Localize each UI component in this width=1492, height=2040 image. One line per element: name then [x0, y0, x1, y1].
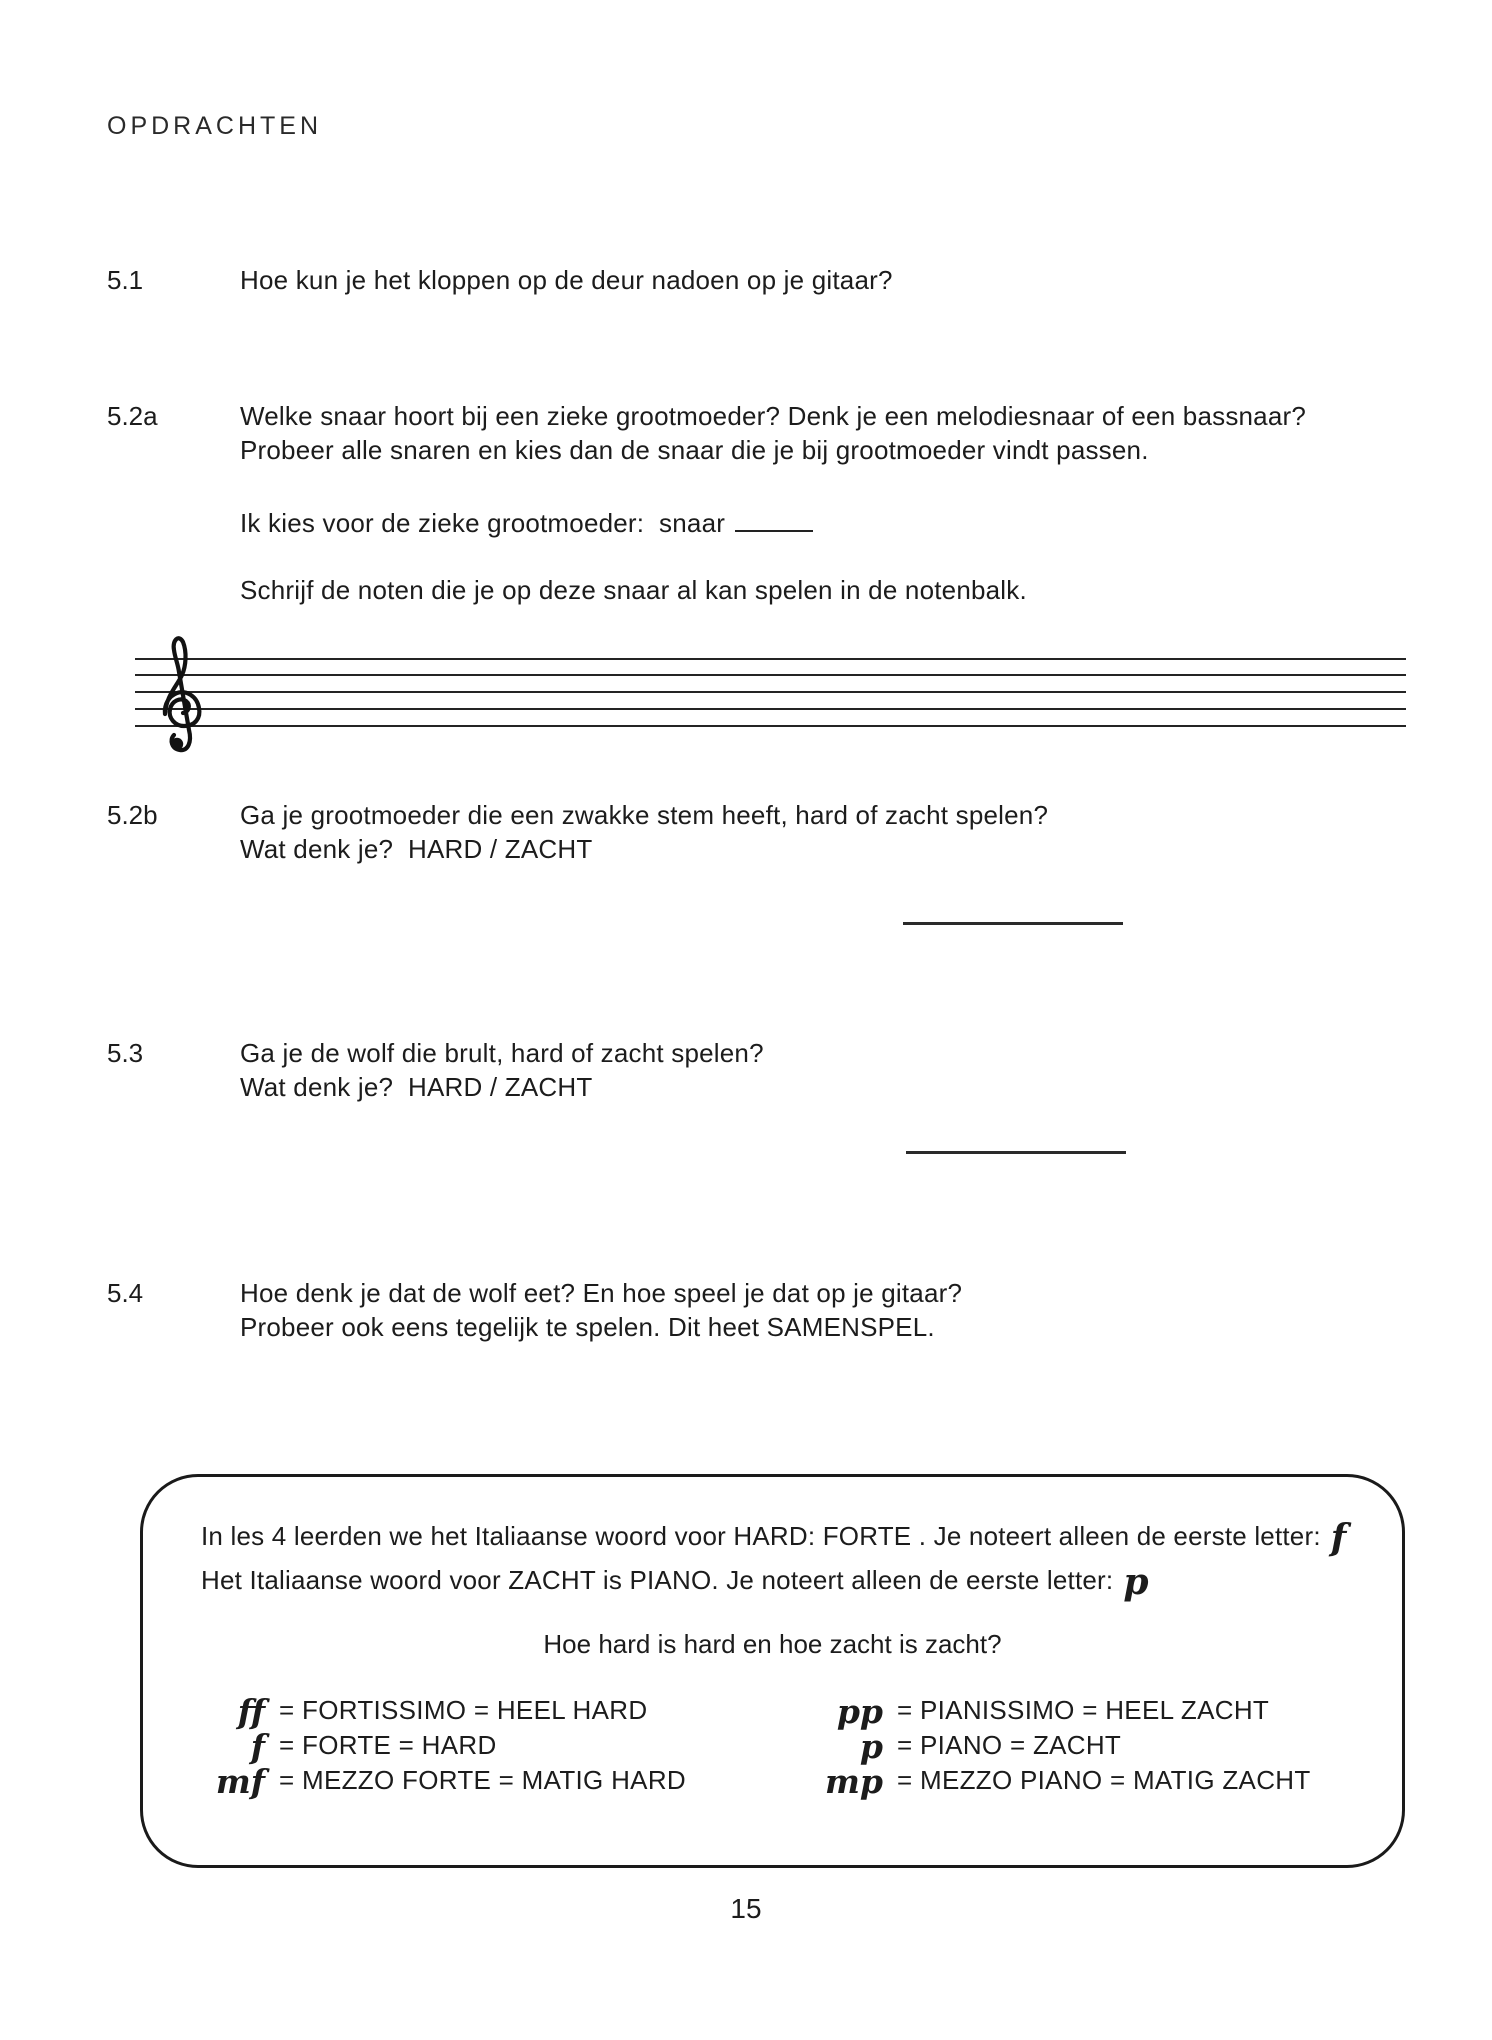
question-line: Welke snaar hoort bij een zieke grootmoeder? Denk je een melodiesnaar of een bassnaar? [240, 401, 1307, 431]
question-number: 5.4 [107, 1278, 144, 1308]
dynamic-definition: = MEZZO PIANO = MATIG ZACHT [897, 1765, 1311, 1795]
question-text [240, 1276, 962, 1344]
question-line: Hoe kun je het kloppen op de deur nadoen op je gitaar? [240, 265, 893, 295]
page-number: 15 [730, 1893, 762, 1924]
answer-line [903, 908, 1123, 925]
info-intro-text: In les 4 leerden we het Italiaanse woord voor HARD: FORTE . Je noteert alleen de eerste letter: [201, 1521, 1321, 1551]
dynamics-entry-pp [763, 1692, 1269, 1731]
info-question: Hoe hard is hard en hoe zacht is zacht? [543, 1629, 1002, 1659]
question-number: 5.2b [107, 800, 158, 830]
info-intro-line [201, 1517, 1346, 1559]
music-staff [135, 630, 1406, 756]
staff-line [135, 708, 1406, 710]
question-number: 5.1 [107, 265, 144, 295]
staff-line [135, 725, 1406, 727]
question-line: Ga je de wolf die brult, hard of zacht spelen? [240, 1038, 764, 1068]
dynamic-definition: = FORTISSIMO = HEEL HARD [279, 1695, 648, 1725]
dynamic-definition: = PIANISSIMO = HEEL ZACHT [897, 1695, 1270, 1725]
dynamic-symbol-pp: pp [836, 1692, 883, 1731]
dynamic-symbol-ff: ff [237, 1692, 265, 1731]
answer-line [906, 1137, 1126, 1154]
info-intro-line [201, 1561, 1149, 1603]
question-line: Probeer alle snaren en kies dan de snaar die je bij grootmoeder vindt passen. [240, 435, 1149, 465]
staff-line [135, 691, 1406, 693]
dynamic-symbol-f: f [250, 1727, 265, 1766]
dynamics-entry-mf [153, 1762, 686, 1801]
dynamic-definition: = FORTE = HARD [279, 1730, 497, 1760]
treble-clef-icon [153, 630, 207, 756]
prompt-label: Ik kies voor de zieke grootmoeder: snaar [240, 508, 726, 538]
question-text [240, 1036, 764, 1104]
question-line: Wat denk je? HARD / ZACHT [240, 834, 593, 864]
page-title: OPDRACHTEN [107, 112, 323, 140]
question-text [240, 798, 1048, 866]
prompt-text [240, 506, 813, 540]
dynamics-entry-f [153, 1727, 497, 1766]
dynamic-symbol-mp: mp [825, 1762, 883, 1801]
staff-line [135, 674, 1406, 676]
question-line: Hoe denk je dat de wolf eet? En hoe speel je dat op je gitaar? [240, 1278, 963, 1308]
question-text [240, 399, 1306, 467]
staff-line [135, 658, 1406, 660]
dynamic-symbol-f: f [1330, 1517, 1347, 1559]
dynamics-entry-p [763, 1727, 1121, 1766]
dynamics-entry-ff [153, 1692, 647, 1731]
question-line: Wat denk je? HARD / ZACHT [240, 1072, 593, 1102]
dynamic-definition: = MEZZO FORTE = MATIG HARD [279, 1765, 686, 1795]
info-intro-text: Het Italiaanse woord voor ZACHT is PIANO. Je noteert alleen de eerste letter: [201, 1565, 1114, 1595]
dynamic-symbol-p: p [859, 1727, 883, 1766]
dynamic-symbol-mf: mf [215, 1762, 265, 1801]
dynamics-info-box [140, 1474, 1405, 1868]
question-number: 5.2a [107, 401, 158, 431]
prompt-text [240, 573, 1027, 607]
question-text [240, 263, 893, 297]
question-line: Probeer ook eens tegelijk te spelen. Dit heet SAMENSPEL. [240, 1312, 935, 1342]
dynamic-definition: = PIANO = ZACHT [897, 1730, 1122, 1760]
prompt-line [240, 506, 813, 540]
dynamic-symbol-p: p [1123, 1561, 1149, 1603]
question-number: 5.3 [107, 1038, 144, 1068]
question-line: Ga je grootmoeder die een zwakke stem heeft, hard of zacht spelen? [240, 800, 1049, 830]
dynamics-entry-mp [763, 1762, 1311, 1801]
snaar-answer-blank [735, 508, 813, 532]
prompt-line: Schrijf de noten die je op deze snaar al kan spelen in de notenbalk. [240, 575, 1027, 605]
